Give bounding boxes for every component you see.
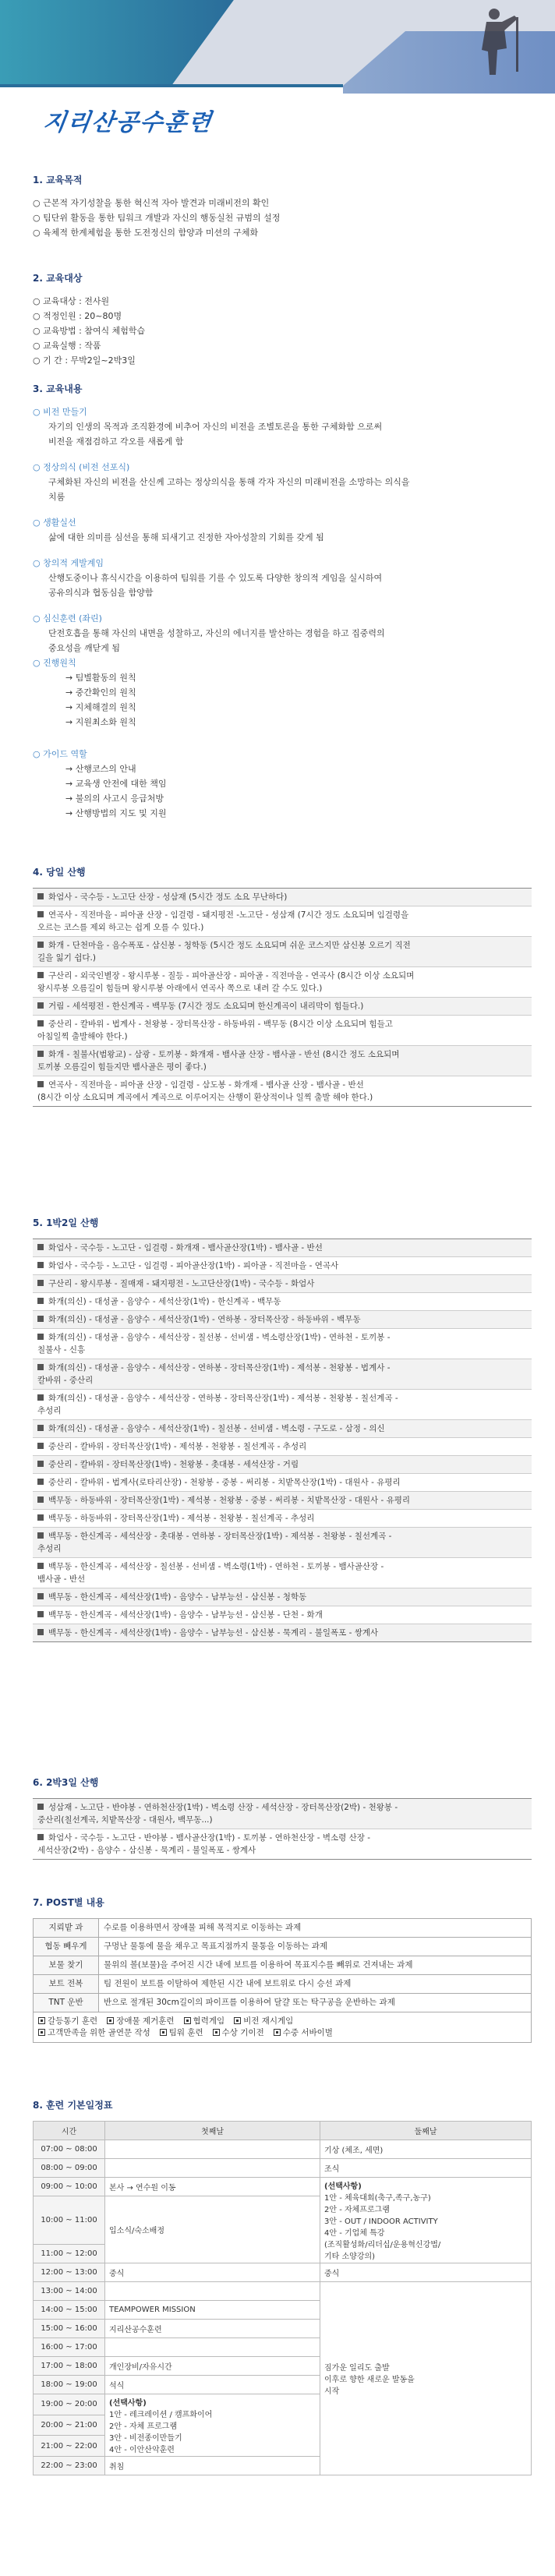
content-body: 자기의 인생의 목적과 조직환경에 비추어 자신의 비전을 조별토론을 통한 구체화함 으로써 (48, 422, 383, 432)
schedule-header-day1: 첫째날 (105, 2122, 320, 2140)
route-line (37, 1091, 527, 1104)
post-key: 협동 빼우게 (34, 1938, 99, 1956)
schedule-time: 07:00 ~ 08:00 (34, 2140, 105, 2159)
schedule-time: 22:00 ~ 23:00 (34, 2457, 105, 2475)
route-line (37, 952, 527, 964)
checkbox-icon (107, 2017, 114, 2024)
route-row (33, 1456, 532, 1474)
purpose-item: ○ 근본적 자기성찰을 통한 혁신적 자아 발견과 미래비전의 확인 (33, 198, 270, 208)
schedule-option-item: 4안 - 이안산악훈련 (109, 2446, 175, 2454)
route-text: 백무동 - 한신계곡 - 세석산장 - 촛대봉 - 연하봉 - 장터목산장(1박) - 제석봉 - 천왕봉 - 칠선계곡 - (48, 1532, 392, 1541)
guide-item: → 산행코스의 안내 (65, 764, 136, 774)
guide-item: → 산행방법의 지도 및 지원 (65, 808, 167, 818)
route-line (37, 1030, 527, 1043)
route-text: 구산리 - 외국인별장 - 왕시루봉 - 질등 - 피아골산장 - 피아골 - 직전마을 - 연곡사 (8시간 이상 소요되며 (48, 971, 415, 981)
square-bullet-icon (37, 1461, 44, 1467)
route-row (33, 1390, 532, 1420)
schedule-day1-cell: 중식 (105, 2263, 320, 2282)
schedule-time: 19:00 ~ 20:00 (34, 2394, 105, 2415)
schedule-option-head: (선택사항) (324, 2182, 362, 2191)
route-text: 중산리 - 칼바위 - 장터목산장(1박) - 천왕봉 - 촛대봉 - 세석산장 - 거림 (48, 1460, 299, 1469)
square-bullet-icon (37, 1020, 44, 1027)
post-row (34, 1994, 532, 2012)
schedule-option-head: (선택사항) (109, 2399, 147, 2408)
post-value: 구멍난 물통에 물을 채우고 목표지점까지 물통을 이동하는 과제 (99, 1938, 532, 1956)
route-text: 오르는 코스를 제외 하고는 쉽게 오를 수 있다.) (37, 923, 204, 932)
route-row (33, 1624, 532, 1641)
route-text: 칠불사 - 신흥 (37, 1345, 86, 1355)
square-bullet-icon (37, 1563, 44, 1569)
content-body: 중요성을 깨닫게 됨 (48, 643, 121, 653)
route-line (37, 1313, 527, 1326)
schedule-day1-options (105, 2394, 320, 2457)
route-text: 화개 - 칠불사(범왕교) - 삼광 - 토끼봉 - 화개재 - 뱀사골 산장 - 뱀사골 - 반선 (8시간 정도 소요되며 (48, 1050, 400, 1059)
route-line (37, 1392, 527, 1405)
purpose-item: ○ 팀단위 활동을 통한 팀워크 개발과 자신의 행동실천 규범의 설정 (33, 213, 281, 223)
section-title: 5. 1박2일 산행 (33, 1217, 99, 1228)
square-bullet-icon (37, 1804, 44, 1810)
legend-line (38, 2016, 526, 2027)
route-text: 화엄사 - 국수등 - 노고단 산장 - 성삼재 (5시간 정도 소요 무난하다) (48, 892, 288, 902)
route-line (37, 1362, 527, 1374)
legend-item: 고객만족을 위한 골연문 작성 (48, 2028, 150, 2037)
post-key: 보물 찾기 (34, 1956, 99, 1975)
2night-route-list (33, 1798, 532, 1860)
route-text: 중산리 - 칼바위 - 법계사(로타리산장) - 천왕봉 - 중봉 - 써리봉 - 치밭목산장(1박) - 대원사 - 유평리 (48, 1478, 401, 1487)
route-text: 왕시루봉 오름길이 힘들며 왕시루봉 아래에서 연곡사 쪽으로 내려 갈 수도 있다.) (37, 984, 323, 993)
legend-item: 갈등통기 훈련 (48, 2016, 98, 2026)
route-line (37, 1832, 527, 1844)
square-bullet-icon (37, 972, 44, 978)
route-text: 칼바위 - 중산리 (37, 1376, 94, 1385)
route-text: 화개(의신) - 대성골 - 음양수 - 세석산장 - 연하봉 - 장터목산장(1박) - 제석봉 - 천왕봉 - 법계사 - (48, 1363, 391, 1373)
schedule-day1-cell: 취침 (105, 2457, 320, 2475)
header-banner (0, 0, 555, 94)
route-row (33, 889, 532, 906)
schedule-time: 18:00 ~ 19:00 (34, 2376, 105, 2394)
route-line (37, 1061, 527, 1073)
square-bullet-icon (37, 893, 44, 899)
schedule-option-item: 2안 - 자체 프로그램 (109, 2422, 178, 2431)
content-head: ○ 정상의식 (비전 선포식) (33, 462, 130, 472)
route-line (37, 1573, 527, 1585)
schedule-row (34, 2159, 532, 2178)
post-value: 반으로 절개된 30cm길이의 파이프를 이용하여 달걀 또는 탁구공을 운반하는 과제 (99, 1994, 532, 2012)
principle-item: → 지원최소화 원칙 (65, 717, 136, 727)
page-title: 지리산공수훈련 (41, 109, 214, 136)
route-text: 중산리 - 칼바위 - 장터목산장(1박) - 제석봉 - 천왕봉 - 칠선계곡 - 추성리 (48, 1442, 307, 1451)
content-body: 삶에 대한 의미를 심선을 통해 되새기고 진정한 자아성찰의 기회를 갖게 됨 (48, 532, 324, 542)
section-post (33, 1896, 532, 2043)
route-text: 아침일찍 출발해야 한다.) (37, 1032, 128, 1041)
route-line (37, 1295, 527, 1308)
route-line (37, 1331, 527, 1344)
square-bullet-icon (37, 1298, 44, 1304)
target-item: ○ 적정인원 : 20~80명 (33, 311, 122, 321)
route-line (37, 1542, 527, 1555)
schedule-day1-cell (105, 2338, 320, 2357)
square-bullet-icon (37, 1514, 44, 1521)
route-row (33, 1359, 532, 1390)
target-item: ○ 교육방법 : 참여식 체험학습 (33, 326, 146, 336)
schedule-option-item: 3안 - 비전종이만들기 (109, 2434, 182, 2443)
route-text: 연곡사 - 직전마을 - 피아골 산장 - 임걸령 - 돼지평전 -노고단 - 성삼재 (7시간 정도 소요되며 임걸령을 (48, 910, 409, 920)
route-row (33, 1239, 532, 1257)
content-body: 구체화된 자신의 비전을 산신께 고하는 정상의식을 통해 각자 자신의 미래비전을 소망하는 의식을 (48, 477, 410, 487)
schedule-option-item: 시작 (324, 2387, 340, 2396)
schedule-time: 08:00 ~ 09:00 (34, 2159, 105, 2178)
route-line (37, 1512, 527, 1525)
content-body: 단전호흡을 통해 자신의 내면을 성찰하고, 자신의 에너지를 발산하는 경험을 하고 집중력의 (48, 628, 385, 638)
route-row (33, 1528, 532, 1558)
route-line (37, 1405, 527, 1417)
post-value: 물위의 볼(보물)을 주어진 시간 내에 보트를 이용하여 목표지수를 빼위로 건져내는 과제 (99, 1956, 532, 1975)
route-text: 화엄사 - 국수등 - 노고단 - 반야봉 - 뱀사골산장(1박) - 토끼봉 - 연하천산장 - 벽소령 산장 - (48, 1833, 371, 1843)
route-text: 구산리 - 왕시루봉 - 질매재 - 돼지평전 - 노고단산장(1박) - 국수등 - 화엄사 (48, 1279, 315, 1288)
schedule-row (34, 2263, 532, 2282)
schedule-option-item: 1안 - 체육대회(축구,족구,농구) (324, 2194, 431, 2203)
schedule-day2-cell: 중식 (320, 2263, 532, 2282)
post-value: 수로를 이용하면서 장애물 피해 목적지로 이동하는 과제 (99, 1919, 532, 1938)
route-text: 화개(의신) - 대성골 - 음양수 - 세석산장(1박) - 한신계곡 - 백무동 (48, 1297, 281, 1306)
post-row (34, 1975, 532, 1994)
route-text: 백무동 - 하동바위 - 장터목산장(1박) - 제석봉 - 천왕봉 - 중봉 - 써리봉 - 치밭목산장 - 대원사 - 유평리 (48, 1496, 411, 1505)
route-text: 중산리 - 칼바위 - 법계사 - 천왕봉 - 장터목산장 - 하동바위 - 백무동 (8시간 이상 소요되며 힘들고 (48, 1019, 393, 1029)
square-bullet-icon (37, 1425, 44, 1431)
schedule-day2-cell: 기상 (체조, 세면) (320, 2140, 532, 2159)
route-row (33, 1076, 532, 1106)
route-line (37, 1440, 527, 1453)
route-row (33, 1293, 532, 1311)
square-bullet-icon (37, 1496, 44, 1503)
square-bullet-icon (37, 1262, 44, 1268)
route-line (37, 1476, 527, 1489)
section-title: 1. 교육목적 (33, 175, 83, 186)
schedule-day1-cell: 개인장비/자유시간 (105, 2357, 320, 2376)
route-row (33, 1558, 532, 1588)
route-line (37, 909, 527, 921)
square-bullet-icon (37, 1334, 44, 1340)
schedule-option-item: 3안 - OUT / INDOOR ACTIVITY (324, 2217, 438, 2226)
schedule-option-item: 2안 - 자체프로그램 (324, 2206, 390, 2214)
legend-item: 장애물 제거훈련 (116, 2016, 175, 2026)
route-row (33, 1799, 532, 1829)
schedule-time: 15:00 ~ 16:00 (34, 2320, 105, 2338)
route-line (37, 1530, 527, 1542)
route-text: 백무동 - 한신계곡 - 세석산장(1박) - 음양수 - 남부능선 - 삼신봉 - 묵계리 - 불일폭포 - 쌍계사 (48, 1628, 379, 1638)
schedule-time: 13:00 ~ 14:00 (34, 2282, 105, 2301)
post-key: TNT 운반 (34, 1994, 99, 2012)
schedule-option-item: 4안 - 기업체 특강 (324, 2229, 385, 2238)
checkbox-icon (274, 2029, 281, 2036)
banner-graphic (0, 0, 555, 94)
route-text: 거림 - 세석평전 - 한신계곡 - 백무동 (7시간 정도 소요되며 한신계곡이 내리막이 힘들다.) (48, 1002, 364, 1011)
schedule-day1-cell (105, 2140, 320, 2159)
route-line (37, 1627, 527, 1639)
route-line (37, 1260, 527, 1272)
route-line (37, 1844, 527, 1857)
1night-route-list (33, 1239, 532, 1642)
post-legend (34, 2012, 532, 2043)
route-line (37, 1494, 527, 1507)
schedule-time: 14:00 ~ 15:00 (34, 2301, 105, 2320)
post-row (34, 1919, 532, 1938)
route-line (37, 1374, 527, 1387)
section-title: 8. 훈련 기본일정표 (33, 2100, 113, 2111)
checkbox-icon (160, 2029, 167, 2036)
section-title: 6. 2박3일 산행 (33, 1777, 99, 1788)
target-item: ○ 기 간 : 무박2일~2박3일 (33, 355, 136, 366)
route-line (37, 982, 527, 995)
schedule-time: 21:00 ~ 22:00 (34, 2436, 105, 2457)
route-row (33, 1016, 532, 1046)
route-row (33, 1311, 532, 1329)
route-row (33, 1046, 532, 1076)
post-row (34, 1938, 532, 1956)
square-bullet-icon (37, 1002, 44, 1009)
route-text: 뱀사골 - 반선 (37, 1574, 86, 1584)
square-bullet-icon (37, 1280, 44, 1286)
section-title: 3. 교육내용 (33, 383, 83, 394)
schedule-time: 09:00 ~ 10:00 (34, 2178, 105, 2196)
route-text: 세석산장(2박) - 음양수 - 삼신봉 - 묵계리 - 불일폭포 - 쌍계사 (37, 1846, 256, 1855)
schedule-time: 20:00 ~ 21:00 (34, 2415, 105, 2436)
checkbox-icon (213, 2029, 220, 2036)
route-line (37, 1000, 527, 1012)
route-text: (8시간 이상 소요되며 계곡에서 계곡으로 이루어지는 산행이 환상적이나 일찍 출발 해야 한다.) (37, 1093, 373, 1102)
schedule-row (34, 2140, 532, 2159)
route-text: 중산리(칠선계곡, 치밭목산장 - 대원사, 백무동...) (37, 1815, 213, 1825)
route-line (37, 1814, 527, 1826)
schedule-option-item: 1안 - 레크레이션 / 캠프화이어 (109, 2411, 213, 2419)
square-bullet-icon (37, 1479, 44, 1485)
section-title: 4. 당일 산행 (33, 867, 86, 878)
schedule-option-item: 짐가운 일리도 출발 (324, 2364, 390, 2373)
route-line (37, 1591, 527, 1603)
route-line (37, 1048, 527, 1061)
schedule-option-item: 이후로 향한 새로운 발동을 (324, 2376, 415, 2384)
route-line (37, 1242, 527, 1254)
schedule-day1-cell: 본사 → 연수원 이동 (105, 2178, 320, 2196)
post-key: 지뢰밭 과 (34, 1919, 99, 1938)
square-bullet-icon (37, 1081, 44, 1087)
content-head: ○ 비전 만들기 (33, 407, 87, 417)
route-text: 토끼봉 오름길이 힘들지만 뱀사골은 평이 좋다.) (37, 1062, 207, 1072)
guide-item: → 교육생 안전에 대한 책임 (65, 779, 167, 789)
checkbox-icon (234, 2017, 241, 2024)
schedule-day1-cell: 입소식/숙소배정 (105, 2196, 320, 2263)
square-bullet-icon (37, 1443, 44, 1449)
square-bullet-icon (37, 1244, 44, 1250)
legend-item: 비전 재시게임 (243, 2016, 294, 2026)
post-row (34, 1956, 532, 1975)
route-text: 화개 - 단천마을 - 음수폭포 - 삼신봉 - 청학동 (5시간 정도 소요되며 쉬운 코스지만 삼신봉 오르기 직전 (48, 941, 411, 950)
principle-item: → 팀별활동의 원칙 (65, 673, 136, 683)
square-bullet-icon (37, 942, 44, 948)
square-bullet-icon (37, 1593, 44, 1599)
square-bullet-icon (37, 1394, 44, 1401)
post-legend-row (34, 2012, 532, 2043)
route-row (33, 998, 532, 1016)
schedule-time: 17:00 ~ 18:00 (34, 2357, 105, 2376)
guide-item: → 불의의 사고시 응급처방 (65, 793, 164, 804)
schedule-day1-cell (105, 2282, 320, 2301)
route-line (37, 1079, 527, 1091)
route-line (37, 1422, 527, 1435)
schedule-row (34, 2178, 532, 2196)
route-row (33, 1492, 532, 1510)
legend-item: 협력게임 (193, 2016, 225, 2026)
route-line (37, 1018, 527, 1030)
route-text: 화엄사 - 국수등 - 노고단 - 임걸령 - 피아골산장(1박) - 피아골 - 직전마을 - 연곡사 (48, 1261, 339, 1270)
legend-line (38, 2027, 526, 2039)
schedule-option-item: 기타 소양강의) (324, 2253, 376, 2261)
schedule-time: 10:00 ~ 11:00 (34, 2196, 105, 2245)
dayhike-route-list (33, 888, 532, 1107)
route-text: 백무동 - 한신계곡 - 세석산장 - 칠선봉 - 선비샘 - 벽소령(1박) - 연하천 - 토끼봉 - 뱀사골산장 - (48, 1562, 384, 1571)
principle-item: → 지체해결의 원칙 (65, 702, 136, 712)
route-line (37, 1609, 527, 1621)
route-row (33, 1474, 532, 1492)
route-row (33, 1329, 532, 1359)
route-text: 추성리 (37, 1406, 62, 1415)
route-row (33, 1588, 532, 1606)
route-row (33, 1438, 532, 1456)
square-bullet-icon (37, 1611, 44, 1617)
route-text: 백무동 - 한신계곡 - 세석산장(1박) - 음양수 - 남부능선 - 삼신봉 - 청학동 (48, 1592, 307, 1602)
section-dayhike (33, 865, 532, 1107)
schedule-day1-cell (105, 2159, 320, 2178)
target-item: ○ 교육대상 : 전사원 (33, 296, 110, 306)
section-2night (33, 1776, 532, 1860)
content-body: 치룸 (48, 492, 65, 502)
section-content (33, 382, 532, 821)
content-body: 산행도중이나 휴식시간을 이용하여 팀워를 기를 수 있도록 다양한 창의적 게임을 실시하여 (48, 573, 383, 583)
route-line (37, 1344, 527, 1356)
route-text: 추성리 (37, 1544, 62, 1553)
section-title: 2. 교육대상 (33, 273, 83, 284)
legend-item: 수중 서바이벌 (282, 2028, 333, 2037)
square-bullet-icon (37, 1051, 44, 1057)
route-row (33, 937, 532, 967)
route-line (37, 1458, 527, 1471)
section-purpose (33, 173, 532, 240)
route-row (33, 1257, 532, 1275)
route-line (37, 939, 527, 952)
route-row (33, 1510, 532, 1528)
route-row (33, 1275, 532, 1293)
content-head: ○ 심신훈련 (좌린) (33, 613, 102, 624)
schedule-day2-departure (320, 2282, 532, 2475)
schedule-time: 16:00 ~ 17:00 (34, 2338, 105, 2357)
route-row (33, 1829, 532, 1859)
route-row (33, 906, 532, 937)
section-title: 7. POST별 내용 (33, 1897, 104, 1908)
content-body: 공유의식과 협동심을 함양함 (48, 588, 154, 598)
schedule-header-time: 시간 (34, 2122, 105, 2140)
square-bullet-icon (37, 911, 44, 917)
content-head: ○ 생활실선 (33, 518, 76, 528)
schedule-day1-cell: 석식 (105, 2376, 320, 2394)
post-key: 보트 전복 (34, 1975, 99, 1994)
target-item: ○ 교육실행 : 작품 (33, 341, 101, 351)
content-head: ○ 창의적 게발계임 (33, 558, 104, 568)
section-schedule (33, 2098, 532, 2475)
legend-item: 수상 기이전 (221, 2028, 264, 2037)
route-line (37, 1560, 527, 1573)
route-line (37, 891, 527, 903)
route-line (37, 1801, 527, 1814)
route-text: 화엄사 - 국수등 - 노고단 - 임걸령 - 화개재 - 뱀사골산장(1박) - 뱀사골 - 반선 (48, 1243, 323, 1253)
square-bullet-icon (37, 1316, 44, 1322)
square-bullet-icon (37, 1834, 44, 1840)
schedule-option-item: (조직활성화/리더십/운용혁신강법/ (324, 2241, 441, 2249)
checkbox-icon (184, 2017, 191, 2024)
square-bullet-icon (37, 1532, 44, 1539)
purpose-item: ○ 육체적 한계체험을 통한 도전정신의 함양과 미션의 구체화 (33, 228, 259, 238)
schedule-row (34, 2282, 532, 2301)
schedule-day2-cell: 조식 (320, 2159, 532, 2178)
schedule-table (33, 2121, 532, 2475)
route-text: 백무동 - 한신계곡 - 세석산장(1박) - 음양수 - 남부능선 - 삼신봉 - 단천 - 화개 (48, 1610, 323, 1620)
guide-head: ○ 가이드 역할 (33, 749, 87, 759)
principle-item: → 중간확인의 원칙 (65, 687, 136, 698)
schedule-day1-cell: TEAMPOWER MISSION (105, 2301, 320, 2320)
square-bullet-icon (37, 1364, 44, 1370)
square-bullet-icon (37, 1629, 44, 1635)
checkbox-icon (38, 2017, 45, 2024)
schedule-time: 12:00 ~ 13:00 (34, 2263, 105, 2282)
post-value: 팀 전원이 보트를 이탈하여 제한된 시간 내에 보트위로 다시 승선 과제 (99, 1975, 532, 1994)
route-text: 백무동 - 하동바위 - 장터목산장(1박) - 제석봉 - 천왕봉 - 칠선계곡 - 추성리 (48, 1514, 315, 1523)
section-target (33, 271, 532, 368)
route-line (37, 921, 527, 934)
content-body: 비전을 재점검하고 각오를 새롭게 함 (48, 436, 184, 447)
route-text: 화개(의신) - 대성골 - 음양수 - 세석산장 - 연하봉 - 장터목산장(1박) - 제석봉 - 천왕봉 - 칠선계곡 - (48, 1394, 398, 1403)
route-row (33, 967, 532, 998)
route-text: 화개(의신) - 대성골 - 음양수 - 세석산장(1박) - 칠선봉 - 선비샘 - 벽소령 - 구도로 - 삼정 - 의신 (48, 1424, 385, 1433)
schedule-header-day2: 둘째날 (320, 2122, 532, 2140)
route-text: 연곡사 - 직전마을 - 피아골 산장 - 임걸령 - 삼도봉 - 화개재 - 뱀사골 산장 - 뱀사골 - 반선 (48, 1080, 364, 1090)
route-text: 화개(의신) - 대성골 - 음양수 - 세석산장(1박) - 연하봉 - 장터목산장 - 하동바위 - 백무동 (48, 1315, 361, 1324)
schedule-day1-cell: 지리산공수훈련 (105, 2320, 320, 2338)
checkbox-icon (38, 2029, 45, 2036)
legend-item: 팀워 훈련 (168, 2028, 203, 2037)
post-table (33, 1918, 532, 2043)
route-line (37, 1277, 527, 1290)
principle-head: ○ 진행원칙 (33, 658, 76, 668)
route-row (33, 1420, 532, 1438)
section-1night (33, 1216, 532, 1642)
route-text: 화개(의신) - 대성골 - 음양수 - 세석산장 - 칠선봉 - 선비샘 - 벽소령산장(1박) - 연하천 - 토끼봉 - (48, 1333, 391, 1342)
route-text: 길을 잃기 쉽다.) (37, 953, 96, 963)
schedule-day2-options (320, 2178, 532, 2263)
route-line (37, 970, 527, 982)
route-row (33, 1606, 532, 1624)
route-text: 성삼재 - 노고단 - 반야봉 - 연하천산장(1박) - 벽소령 산장 - 세석산장 - 장터목산장(2박) - 천왕봉 - (48, 1803, 398, 1812)
schedule-time: 11:00 ~ 12:00 (34, 2245, 105, 2263)
